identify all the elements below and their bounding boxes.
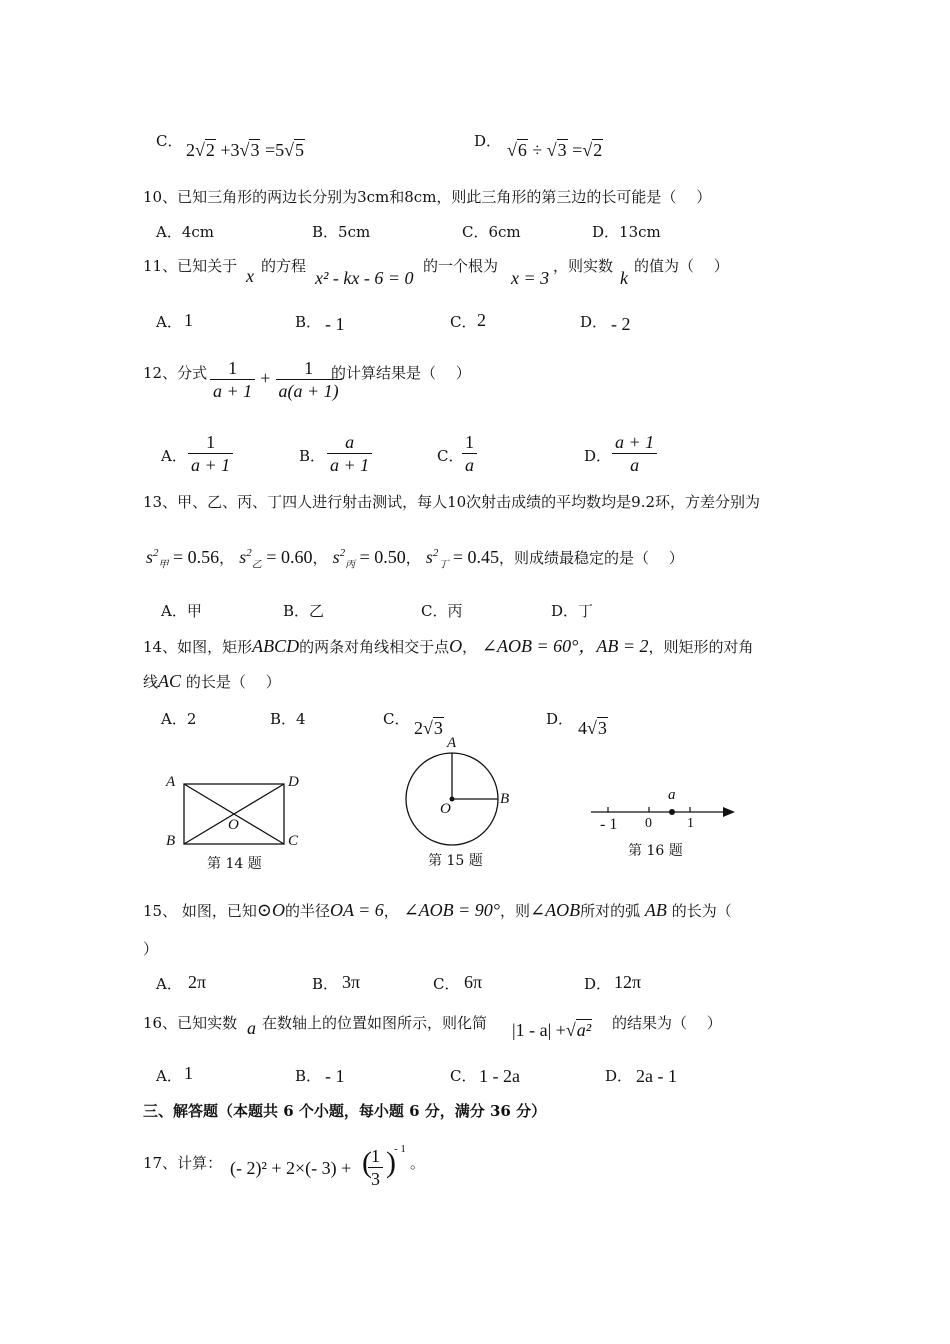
q16-option-c-value: 1 - 2a bbox=[479, 1066, 520, 1086]
q14-option-c-value: 2√3 bbox=[414, 718, 443, 738]
q16-option-d-value: 2a - 1 bbox=[636, 1066, 677, 1086]
q15-option-b-label: B． bbox=[312, 975, 339, 993]
q11-mid3: ，则实数 bbox=[553, 257, 614, 275]
q11-option-b-value: - 1 bbox=[325, 314, 345, 334]
q11-equation: x² - kx - 6 = 0 bbox=[315, 268, 414, 288]
q13-variances: $s^2_甲 = 0.56$， $s^2_乙 = 0.60$， $s^2_丙 = 0.50$， $s^2_丁 = 0.45$，则成绩最稳定的是（ ） bbox=[146, 547, 684, 571]
q11-var-x: x bbox=[246, 266, 254, 286]
fig15-label-a: A bbox=[447, 735, 457, 751]
q16-option-b-value: - 1 bbox=[325, 1066, 345, 1086]
q13-option-b: B．乙 bbox=[283, 602, 325, 620]
q16-option-a-label: A． bbox=[156, 1067, 182, 1085]
q11-option-a-value: 1 bbox=[184, 310, 193, 330]
q17-right-paren: ) bbox=[386, 1146, 396, 1179]
q11-option-b-label: B． bbox=[295, 313, 322, 331]
q16-prefix: 16、已知实数 bbox=[143, 1014, 238, 1032]
q10-option-b: B．5cm bbox=[312, 223, 371, 241]
q17-exponent: - 1 bbox=[394, 1143, 406, 1155]
q11-mid2: 的一个根为 bbox=[423, 257, 499, 275]
q17-suffix: 。 bbox=[410, 1154, 426, 1172]
q15-option-a-label: A． bbox=[156, 975, 182, 993]
q11-option-c-value: 2 bbox=[477, 310, 486, 330]
q16-option-a-value: 1 bbox=[184, 1063, 193, 1083]
q9-option-d-label: D． bbox=[474, 132, 502, 150]
q12-option-b-value: $\frac{a}{a + 1}$ bbox=[327, 431, 372, 476]
q16-var-a: a bbox=[247, 1018, 256, 1038]
q17-prefix: 17、计算： bbox=[143, 1154, 223, 1172]
q14-option-b: B．4 bbox=[270, 710, 306, 728]
q12-option-c-label: C． bbox=[437, 447, 464, 465]
q12-option-c-value: $\frac{1}{a}$ bbox=[462, 431, 477, 476]
q11-prefix: 11、已知关于 bbox=[143, 257, 238, 275]
q12-expression: $\frac{1}{a + 1}$ + $\frac{1}{a(a + 1)}$ bbox=[210, 357, 342, 402]
q11-option-a-label: A． bbox=[156, 313, 182, 331]
q17-fraction: $\frac{1}{3}$ bbox=[368, 1145, 383, 1190]
section-3-heading: 三、解答题（本题共 6 个小题，每小题 6 分，满分 36 分） bbox=[143, 1102, 547, 1120]
q16-mid: 在数轴上的位置如图所示，则化简 bbox=[262, 1014, 488, 1032]
q11-root: x = 3 bbox=[511, 268, 550, 288]
q13-option-d: D．丁 bbox=[551, 602, 594, 620]
q14-line1: 14、如图，矩形ABCD的两条对角线相交于点O， ∠AOB = 60°，AB = 2，则矩形的对角 bbox=[143, 636, 754, 656]
fig14-label-d: D bbox=[288, 774, 299, 790]
fig16-label-minus1: - 1 bbox=[600, 816, 618, 833]
q15-option-d-value: 12π bbox=[614, 972, 642, 992]
fig16-label-0: 0 bbox=[645, 816, 652, 831]
q11-option-d-label: D． bbox=[580, 313, 608, 331]
q12-option-a-label: A． bbox=[161, 447, 187, 465]
q10-option-c: C．6cm bbox=[462, 223, 521, 241]
fig15-label-b: B bbox=[500, 791, 510, 807]
fig14-label-b: B bbox=[166, 833, 176, 849]
q14-option-a: A．2 bbox=[161, 710, 197, 728]
q12-suffix: 的计算结果是（ ） bbox=[331, 364, 471, 382]
q16-expression: |1 - a| +√a² bbox=[512, 1020, 592, 1040]
q9-option-d-expr: √6 ÷ √3 =√2 bbox=[507, 140, 603, 160]
fig16-caption: 第 16 题 bbox=[628, 843, 683, 859]
q13-var-bing: $s^2_丙 = 0.50$ bbox=[332, 547, 406, 571]
fig15-label-o: O bbox=[440, 801, 451, 817]
q9-option-c-expr: 2√2 +3√3 =5√5 bbox=[186, 140, 304, 160]
q14-option-d-value: 4√3 bbox=[578, 718, 607, 738]
q10-text: 10、已知三角形的两边长分别为3cm和8cm，则此三角形的第三边的长可能是（ ） bbox=[143, 188, 712, 206]
q12-option-d-value: $\frac{a + 1}{a}$ bbox=[612, 431, 657, 476]
q16-suffix: 的结果为（ ） bbox=[612, 1014, 722, 1032]
q17-expression: (- 2)² + 2×(- 3) + bbox=[230, 1158, 352, 1178]
q13-var-ding: $s^2_丁 = 0.45$ bbox=[425, 547, 500, 571]
q14-option-c-label: C． bbox=[383, 710, 410, 728]
q12-option-b-label: B． bbox=[299, 447, 326, 465]
q14-option-d-label: D． bbox=[546, 710, 574, 728]
q15-option-a-value: 2π bbox=[188, 972, 207, 992]
q12-option-d-label: D． bbox=[584, 447, 612, 465]
fig14-label-a: A bbox=[166, 774, 176, 790]
fig15-circle bbox=[400, 750, 510, 850]
q13-var-yi: $s^2_乙 = 0.60$ bbox=[239, 547, 313, 571]
q15-option-b-value: 3π bbox=[342, 972, 361, 992]
q11-option-c-label: C． bbox=[450, 313, 477, 331]
q16-option-b-label: B． bbox=[295, 1067, 322, 1085]
q12-prefix: 12、分式 bbox=[143, 364, 208, 382]
q14-line2: 线AC 的长是（ ） bbox=[143, 671, 281, 691]
q15-line2: ） bbox=[143, 940, 159, 958]
q16-option-d-label: D． bbox=[605, 1067, 633, 1085]
q10-option-a: A．4cm bbox=[156, 223, 215, 241]
q15-option-c-label: C． bbox=[433, 975, 460, 993]
q13-option-c: C．丙 bbox=[421, 602, 463, 620]
fig14-label-o: O bbox=[228, 817, 239, 833]
q12-fraction-2: $\frac{1}{a(a + 1)}$ bbox=[276, 357, 342, 402]
q9-option-c-label: C． bbox=[156, 132, 183, 150]
q17-left-paren: ( bbox=[362, 1146, 372, 1179]
q11-var-k: k bbox=[620, 268, 628, 288]
q16-option-c-label: C． bbox=[450, 1067, 477, 1085]
q15-option-d-label: D． bbox=[584, 975, 612, 993]
fig14-label-c: C bbox=[288, 833, 299, 849]
q13-suffix: ，则成绩最稳定的是（ ） bbox=[499, 549, 684, 567]
q13-text: 13、甲、乙、丙、丁四人进行射击测试，每人10次射击成绩的平均数均是9.2环，方差分别为 bbox=[143, 493, 761, 511]
q11-mid: 的方程 bbox=[261, 257, 307, 275]
fig15-caption: 第 15 题 bbox=[428, 853, 483, 869]
fig14-caption: 第 14 题 bbox=[207, 856, 262, 872]
q10-option-d: D．13cm bbox=[592, 223, 661, 241]
fig16-label-a: a bbox=[668, 787, 676, 803]
q13-option-a: A．甲 bbox=[161, 602, 202, 620]
q12-fraction-1: $\frac{1}{a + 1}$ bbox=[210, 357, 255, 402]
fig16-label-1: 1 bbox=[687, 816, 694, 831]
q11-suffix: 的值为（ ） bbox=[634, 257, 729, 275]
q15-option-c-value: 6π bbox=[464, 972, 483, 992]
q15-line1: 15、 如图，已知⊙O的半径OA = 6， ∠AOB = 90°，则∠AOB所对的弧 AB 的长为（ bbox=[143, 900, 732, 920]
q11-option-d-value: - 2 bbox=[611, 314, 631, 334]
q13-var-jia: $s^2_甲 = 0.56$ bbox=[146, 547, 220, 571]
q12-option-a-value: $\frac{1}{a + 1}$ bbox=[188, 431, 233, 476]
